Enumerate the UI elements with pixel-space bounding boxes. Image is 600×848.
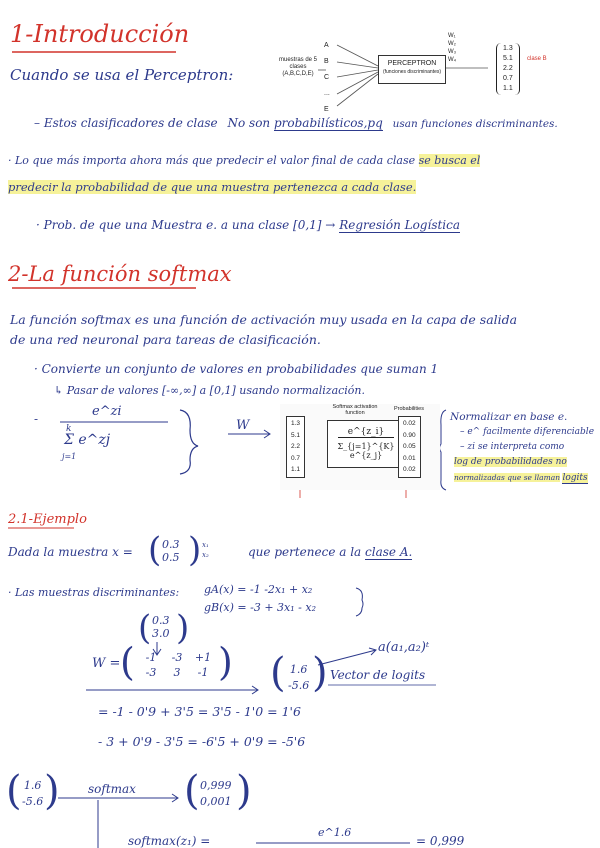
output-1: 1.3 bbox=[503, 45, 513, 52]
perceptron-diagram-caption bbox=[278, 57, 318, 78]
x-vector-2: 3.0 bbox=[152, 627, 170, 640]
soft-in-1: 1.6 bbox=[23, 779, 42, 792]
bottom-result: = 0,999 bbox=[416, 834, 465, 848]
w-r1c3: +1 bbox=[194, 651, 212, 664]
soft-out-vector bbox=[200, 778, 232, 810]
soft-out-2: 0,001 bbox=[200, 795, 232, 808]
softmax-notes bbox=[450, 410, 594, 486]
fig-input-5: 1.1 bbox=[291, 466, 301, 473]
fig-softmax-caption: Softmax activation function bbox=[332, 404, 378, 416]
bottom-expr: softmax(z₁) = bbox=[128, 834, 211, 848]
disc-label: · Las muestras discriminantes: bbox=[8, 586, 180, 599]
disc-eq1: gA(x) = -1 -2x₁ + x₂ bbox=[204, 583, 313, 596]
soft-out-1: 0,999 bbox=[200, 779, 232, 792]
fig-prob-3: 0.05 bbox=[403, 443, 416, 450]
fig-prob-4: 0.01 bbox=[403, 454, 416, 462]
given-class: clase A. bbox=[365, 545, 413, 559]
perceptron-inputs bbox=[324, 38, 330, 118]
formula-limit-bottom: j=1 bbox=[62, 452, 77, 461]
given-rparen: ) bbox=[188, 530, 202, 570]
bullet-prob-a: · Prob. de que una Muestra e. a una clase [0,1] → bbox=[36, 218, 336, 232]
w-rparen: ) bbox=[218, 640, 233, 684]
bottom-numerator: e^1.6 bbox=[318, 826, 352, 839]
perceptron-title: PERCEPTRON bbox=[387, 60, 437, 67]
perceptron-output-vector bbox=[496, 43, 520, 95]
soft-in-rparen: ) bbox=[44, 768, 60, 814]
given-b bbox=[248, 545, 412, 559]
fig-formula-den: Σ_{j=1}^{K} e^{z_j} bbox=[337, 442, 395, 460]
section-2-title: 2-La función softmax bbox=[8, 262, 232, 286]
bullet-classifiers-c: son bbox=[249, 116, 271, 130]
formula-numerator: e^zi bbox=[92, 404, 122, 419]
output-4: 0.7 bbox=[503, 75, 513, 82]
perceptron-intro: Cuando se usa el Perceptron: bbox=[10, 66, 234, 84]
fig-input-3: 2.2 bbox=[291, 443, 301, 450]
perceptron-weights bbox=[448, 32, 456, 64]
logits-1: 1.6 bbox=[289, 663, 308, 676]
w-r1c1: -1 bbox=[145, 651, 157, 664]
given-sub-2: x₂ bbox=[202, 551, 209, 559]
bullet-classifiers-a: – Estos clasificadores de clase bbox=[34, 116, 218, 130]
input-caption: muestras de 5 clases (A,B,C,D,E) bbox=[278, 57, 318, 77]
output-5: 1.1 bbox=[503, 85, 513, 92]
fig-probs-caption: Probabilities bbox=[394, 406, 424, 412]
fig-softmax-box bbox=[327, 420, 405, 468]
given-subs bbox=[202, 540, 209, 560]
fig-prob-1: 0.02 bbox=[403, 420, 416, 427]
fig-prob-2: 0.90 bbox=[403, 431, 416, 439]
x-vec-rparen: ) bbox=[176, 608, 190, 648]
bullet-classifiers-b: No bbox=[227, 116, 246, 130]
weight-2: W₂ bbox=[448, 41, 456, 47]
softmax-line1: La función softmax es una función de activación muy usada en la capa de salida bbox=[10, 312, 518, 327]
note-5: normalizadas que se llaman logits bbox=[454, 473, 588, 483]
bullet-prob bbox=[36, 218, 460, 232]
w-arrow-label: W bbox=[236, 418, 250, 433]
input-b: B bbox=[324, 58, 329, 65]
given-a: Dada la muestra x = bbox=[8, 545, 133, 559]
input-c: C bbox=[324, 74, 330, 81]
given-sub-1: x₁ bbox=[202, 541, 209, 549]
a-label: a(a₁,a₂)ᵗ bbox=[378, 640, 430, 655]
logits-vector bbox=[288, 662, 309, 694]
disc-eq2: gB(x) = -3 + 3x₁ - x₂ bbox=[204, 601, 316, 614]
bullet-important bbox=[8, 154, 480, 167]
given-vector bbox=[162, 538, 180, 564]
fig-input-1: 1.3 bbox=[291, 420, 301, 427]
fig-formula-num: e^{z_i} bbox=[338, 427, 394, 438]
x-vector-1: 0.3 bbox=[152, 614, 170, 627]
output-2: 5.1 bbox=[503, 55, 513, 62]
calc-line-1: = -1 - 0'9 + 3'5 = 3'5 - 1'0 = 1'6 bbox=[98, 704, 301, 719]
w-label: W = bbox=[92, 656, 121, 671]
w-r1c2: -3 bbox=[171, 651, 183, 664]
x-vector bbox=[152, 614, 170, 640]
bullet-important-b: se busca el bbox=[418, 154, 481, 167]
fig-input-4: 0.7 bbox=[291, 454, 301, 462]
bullet-classifiers bbox=[34, 116, 558, 130]
note-4: log de probabilidades no bbox=[454, 457, 567, 467]
note-1: Normalizar en base e. bbox=[450, 411, 568, 423]
fig-input-vector bbox=[286, 416, 305, 478]
w-matrix bbox=[138, 650, 216, 680]
soft-in-lparen: ( bbox=[6, 768, 22, 814]
input-a: A bbox=[324, 42, 329, 49]
weight-3: W₃ bbox=[448, 49, 457, 55]
perceptron-box bbox=[378, 55, 446, 84]
soft-in-2: -5.6 bbox=[22, 795, 44, 808]
perceptron-subtitle: (funciones discriminantes) bbox=[382, 69, 442, 75]
softmax-line2: de una red neuronal para tareas de clasificación. bbox=[10, 332, 321, 347]
formula-denominator: Σ e^zj bbox=[64, 432, 111, 448]
note-2: – e^ facilmente diferenciable bbox=[460, 427, 595, 437]
soft-in-vector bbox=[22, 778, 43, 810]
bullet-important-line2 bbox=[8, 180, 416, 194]
softmax-pass: ↳ Pasar de valores [-∞,∞] a [0,1] usando normalización. bbox=[54, 384, 366, 397]
w-row-1 bbox=[138, 650, 216, 665]
fig-input-2: 5.1 bbox=[291, 431, 301, 439]
x-vec-lparen: ( bbox=[138, 608, 152, 648]
w-r2c1: -3 bbox=[145, 666, 157, 679]
note-3: – zi se interpreta como bbox=[460, 442, 565, 452]
output-3: 2.2 bbox=[503, 65, 513, 72]
given-vector-1: 0.3 bbox=[162, 538, 180, 551]
bullet-classifiers-d: probabilísticos,pq bbox=[273, 116, 383, 130]
formula-limit-top: k bbox=[66, 424, 72, 434]
bullet-classifiers-e: usan funciones discriminantes. bbox=[392, 118, 558, 130]
given-b-text: que pertenece a la bbox=[248, 545, 362, 559]
soft-out-lparen: ( bbox=[184, 768, 200, 814]
input-e: E bbox=[324, 106, 329, 113]
formula-dash: - bbox=[34, 412, 39, 426]
logits-2: -5.6 bbox=[288, 679, 310, 692]
weight-1: W₁ bbox=[448, 33, 456, 39]
calc-line-2: - 3 + 0'9 - 3'5 = -6'5 + 0'9 = -5'6 bbox=[98, 734, 306, 749]
logits-rparen: ) bbox=[312, 650, 328, 696]
logits-label: Vector de logits bbox=[330, 668, 426, 682]
w-r2c3: -1 bbox=[197, 666, 209, 679]
bullet-prob-b: Regresión Logística bbox=[339, 218, 461, 232]
bullet-important-c: predecir la probabilidad de que una muestra pertenezca a cada clase. bbox=[8, 180, 417, 194]
weight-4: W₄ bbox=[448, 57, 457, 63]
given-lparen: ( bbox=[148, 530, 162, 570]
input-dots: ... bbox=[324, 90, 330, 97]
output-class-label: clase B bbox=[527, 56, 547, 62]
logits-lparen: ( bbox=[270, 650, 286, 696]
soft-out-rparen: ) bbox=[236, 768, 252, 814]
w-r2c2: 3 bbox=[173, 666, 181, 679]
softmax-arrow-label: softmax bbox=[88, 782, 136, 796]
section-21-title: 2.1-Ejemplo bbox=[8, 512, 87, 527]
bullet-important-a: · Lo que más importa ahora más que predecir el valor final de cada clase bbox=[8, 154, 416, 167]
w-row-2 bbox=[138, 665, 216, 680]
softmax-convert: · Convierte un conjunto de valores en probabilidades que suman 1 bbox=[34, 362, 439, 376]
fig-prob-5: 0.02 bbox=[403, 466, 416, 473]
given-vector-2: 0.5 bbox=[162, 551, 180, 564]
fig-probs-vector bbox=[398, 416, 421, 478]
section-1-title: 1-Introducción bbox=[10, 20, 190, 48]
w-lparen: ( bbox=[120, 640, 135, 684]
